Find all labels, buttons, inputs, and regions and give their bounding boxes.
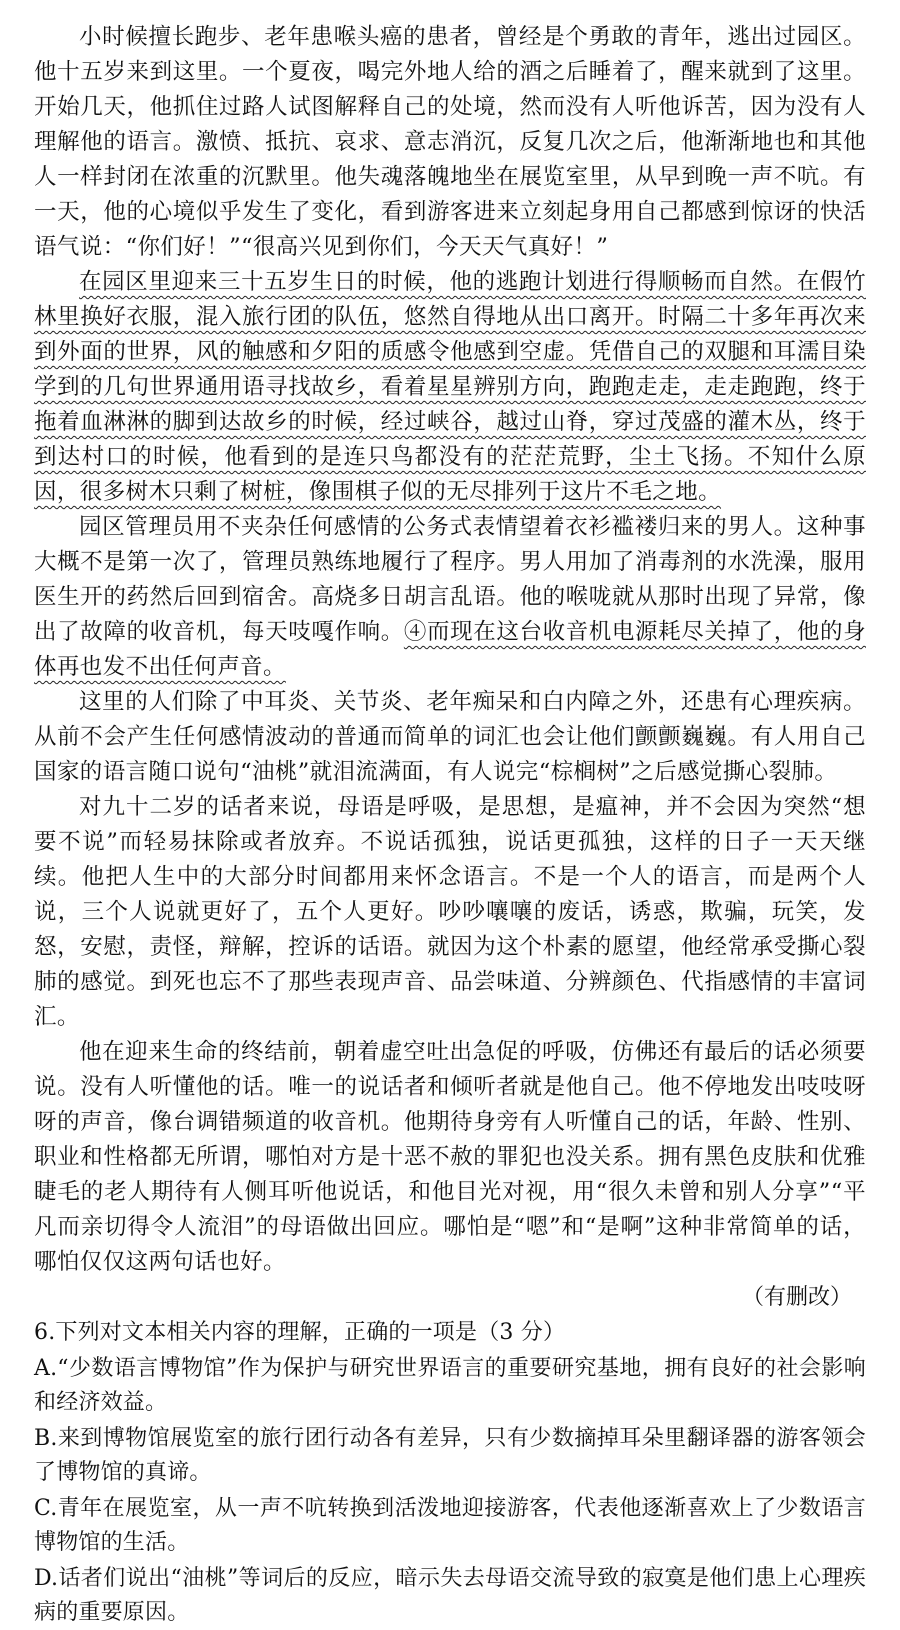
wavy-underlined-passage: 在园区里迎来三十五岁生日的时候，他的逃跑计划进行得顺畅而自然。在假竹林里换好衣服，混入旅行团的队伍，悠然自得地从出口离开。时隔二十多年再次来到外面的世界，风的触感和夕阳的质感令他感到空虚。凭借自己的双腿和耳濡目染学到的几句世界通用语寻找故乡，看着星星辨别方向，跑跑走走，走走跑跑，终于拖着血淋淋的脚到达故乡的时候，经过峡谷，越过山脊，穿过茂盛的灌木丛，终于到达村口的时候，他看到的是连只鸟都没有的茫茫荒野，尘土飞扬。不知什么原因，很多树木只剩了树桩，像围棋子似的无尽排列于这片不毛之地。 (34, 269, 866, 505)
option-d[interactable]: D.话者们说出“油桃”等词后的反应，暗示失去母语交流导致的寂寞是他们患上心理疾病的重要原因。 (34, 1566, 866, 1625)
exam-page (34, 20, 866, 1630)
paragraph-3-text: 园区管理员用不夹杂任何感情的公务式表情望着衣衫褴褛归来的男人。这种事大概不是第一次了，管理员熟练地履行了程序。男人用加了消毒剂的水洗澡，服用医生开的药然后回到宿舍。高烧多日胡言乱语。他的喉咙就从那时出现了异常，像出了故障的收音机，每天吱嘎作响。 (34, 514, 866, 645)
abridged-note: （有删改） (741, 1285, 852, 1310)
paragraph-1: 小时候擅长跑步、老年患喉头癌的患者，曾经是个勇敢的青年，逃出过园区。他十五岁来到这里。一个夏夜，喝完外地人给的酒之后睡着了，醒来就到了这里。开始几天，他抓住过路人试图解释自己的处境，然而没有人听他诉苦，因为没有人理解他的语言。激愤、抵抗、哀求、意志消沉，反复几次之后，他渐渐地也和其他人一样封闭在浓重的沉默里。他失魂落魄地坐在展览室里，从早到晚一声不吭。有一天，他的心境似乎发生了变化，看到游客进来立刻起身用自己都感到惊讶的快活语气说：“你们好！”“很高兴见到你们，今天天气真好！” (34, 24, 866, 260)
paragraph-3 (34, 510, 866, 685)
option-b[interactable]: B.来到博物馆展览室的旅行团行动各有差异，只有少数摘掉耳朵里翻译器的游客领会了博物馆的真谛。 (34, 1426, 866, 1485)
paragraph-6: 他在迎来生命的终结前，朝着虚空吐出急促的呼吸，仿佛还有最后的话必须要说。没有人听懂他的话。唯一的说话者和倾听者就是他自己。他不停地发出吱吱呀呀的声音，像台调错频道的收音机。他期待身旁有人听懂自己的话，年龄、性别、职业和性格都无所谓，哪怕对方是十恶不赦的罪犯也没关系。拥有黑色皮肤和优雅睫毛的老人期待有人侧耳听他说话，和他目光对视，用“很久未曾和别人分享”“平凡而亲切得令人流泪”的母语做出回应。哪怕是“嗯”和“是啊”这种非常简单的话，哪怕仅仅这两句话也好。 (34, 1039, 866, 1275)
paragraph-4: 这里的人们除了中耳炎、关节炎、老年痴呆和白内障之外，还患有心理疾病。从前不会产生任何感情波动的普通而简单的词汇也会让他们颤颤巍巍。有人用自己国家的语言随口说句“油桃”就泪流满面，有人说完“棕榈树”之后感觉撕心裂肺。 (34, 689, 866, 785)
marked-sentence-4: ④而现在这台收音机电源耗尽关掉了，他的身体再也发不出任何声音。 (34, 619, 866, 680)
option-c[interactable]: C.青年在展览室，从一声不吭转换到活泼地迎接游客，代表他逐渐喜欢上了少数语言博物馆的生活。 (34, 1496, 866, 1555)
option-a[interactable]: A.“少数语言博物馆”作为保护与研究世界语言的重要研究基地，拥有良好的社会影响和经济效益。 (34, 1356, 866, 1415)
paragraph-5: 对九十二岁的话者来说，母语是呼吸，是思想，是瘟神，并不会因为突然“想要不说”而轻易抹除或者放弃。不说话孤独，说话更孤独，这样的日子一天天继续。他把人生中的大部分时间都用来怀念语言。不是一个人的语言，而是两个人说，三个人说就更好了，五个人更好。吵吵嚷嚷的废话，诱惑，欺骗，玩笑，发怒，安慰，责怪，辩解，控诉的话语。就因为这个朴素的愿望，他经常承受撕心裂肺的感觉。到死也忘不了那些表现声音、品尝味道、分辨颜色、代指感情的丰富词汇。 (34, 794, 866, 1030)
question-6-title: 6.下列对文本相关内容的理解，正确的一项是（3 分） (34, 1320, 566, 1345)
paragraph-2-underlined (34, 265, 866, 510)
